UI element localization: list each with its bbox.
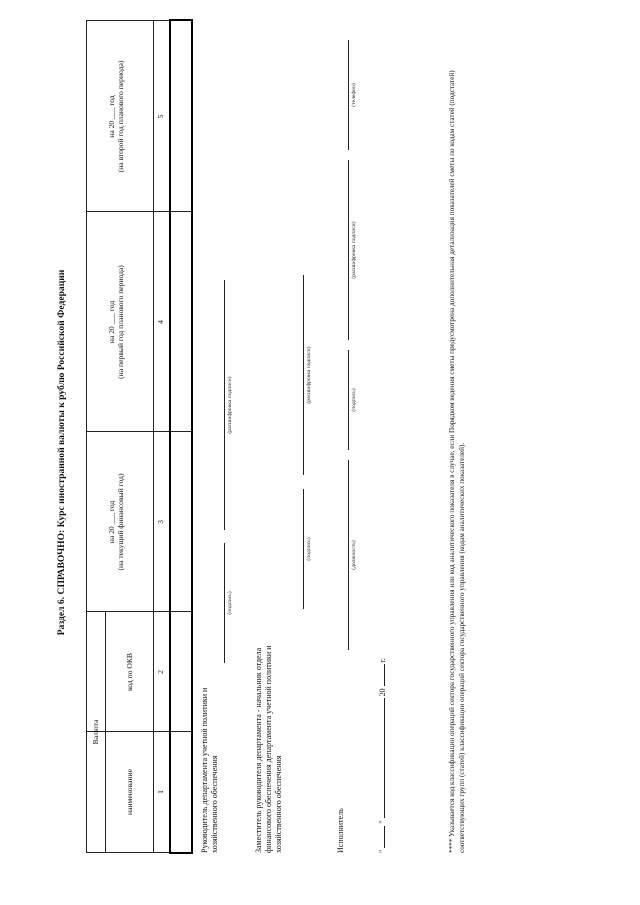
date-year-prefix: 20: [378, 688, 387, 697]
executor-label: Исполнитель: [336, 808, 345, 853]
signature-caption: (подпись): [351, 388, 357, 412]
second-plan-year-caption: (на второй год планового периода): [116, 60, 125, 173]
data-entry-row[interactable]: [169, 19, 193, 854]
phone-caption: (телефон): [351, 83, 357, 107]
signature-caption: (подпись): [227, 591, 233, 615]
column-header-second-plan-year: на 20 ___ год (на второй год планового периода): [107, 21, 125, 212]
column-number: 5: [156, 114, 165, 119]
column-number: 1: [156, 790, 165, 794]
signature-decoding-line[interactable]: [224, 280, 225, 530]
year-prefix: на 20: [107, 120, 116, 138]
deputy-head-label: Заместитель руководителя департамента - начальник отдела финансового обеспечения департамента учетной политики и хозяйственного обеспечения: [254, 645, 283, 853]
column-number: 4: [156, 320, 165, 324]
month-field[interactable]: [384, 698, 385, 818]
footnote: **** Указывается код классификации операций сектора государственного управления или код аналитического показателя в случае, если Порядком ведения сметы предусмотрена дополнительная детализация показателей сметы по кодам статей (подстатей) соответствующих групп (статей) классификации операций сектора государственного управления (кодам аналитических показателей).: [448, 70, 466, 853]
signature-line[interactable]: [303, 489, 304, 609]
column-header-first-plan-year: на 20 ___ год (на первый год планового периода): [107, 212, 125, 432]
currency-rate-table: [86, 20, 192, 853]
signature-caption: (подпись): [306, 537, 312, 561]
column-header-current-year: на 20 ___ год (на текущий финансовый год): [107, 432, 125, 612]
day-field[interactable]: [384, 826, 385, 848]
signature-decoding-caption: (расшифровка подписи): [351, 221, 357, 279]
date-quote-close: ": [378, 820, 387, 824]
signature-decoding-caption: (расшифровка подписи): [227, 376, 233, 434]
column-number: 3: [156, 520, 165, 524]
section-title: Раздел 6. СПРАВОЧНО: Курс иностранной валюты к рублю Российской Федерации: [56, 269, 67, 636]
signature-decoding-line[interactable]: [303, 275, 304, 475]
date-year-suffix: г.: [378, 658, 387, 663]
current-year-caption: (на текущий финансовый год): [116, 473, 125, 571]
phone-line[interactable]: [348, 40, 349, 150]
column-number: 2: [156, 670, 165, 674]
signature-decoding-caption: (расшифровка подписи): [306, 346, 312, 404]
first-plan-year-caption: (на первый год планового периода): [116, 265, 125, 379]
table-header-bottom-line: [153, 21, 154, 852]
currency-header: Валюта: [91, 719, 100, 745]
date-quote-open: ": [378, 849, 387, 853]
year-suffix: год: [107, 300, 116, 312]
column-header-name: наименование: [125, 769, 134, 815]
date-line: [378, 553, 388, 853]
signature-line[interactable]: [224, 543, 225, 663]
year-suffix: год: [107, 95, 116, 106]
signature-line[interactable]: [348, 350, 349, 450]
column-header-okv-code: код по ОКВ: [125, 652, 134, 692]
currency-subheader-line: [105, 612, 106, 852]
year-suffix: год: [107, 500, 116, 512]
year-prefix: на 20: [107, 526, 116, 544]
year-prefix: на 20: [107, 326, 116, 344]
signature-decoding-line[interactable]: [348, 160, 349, 340]
year-field[interactable]: [384, 664, 385, 686]
head-of-department-label: Руководитель департамента учетной политики и хозяйственного обеспечения: [200, 687, 219, 853]
position-line[interactable]: [348, 460, 349, 650]
position-caption: (должность): [351, 540, 357, 570]
